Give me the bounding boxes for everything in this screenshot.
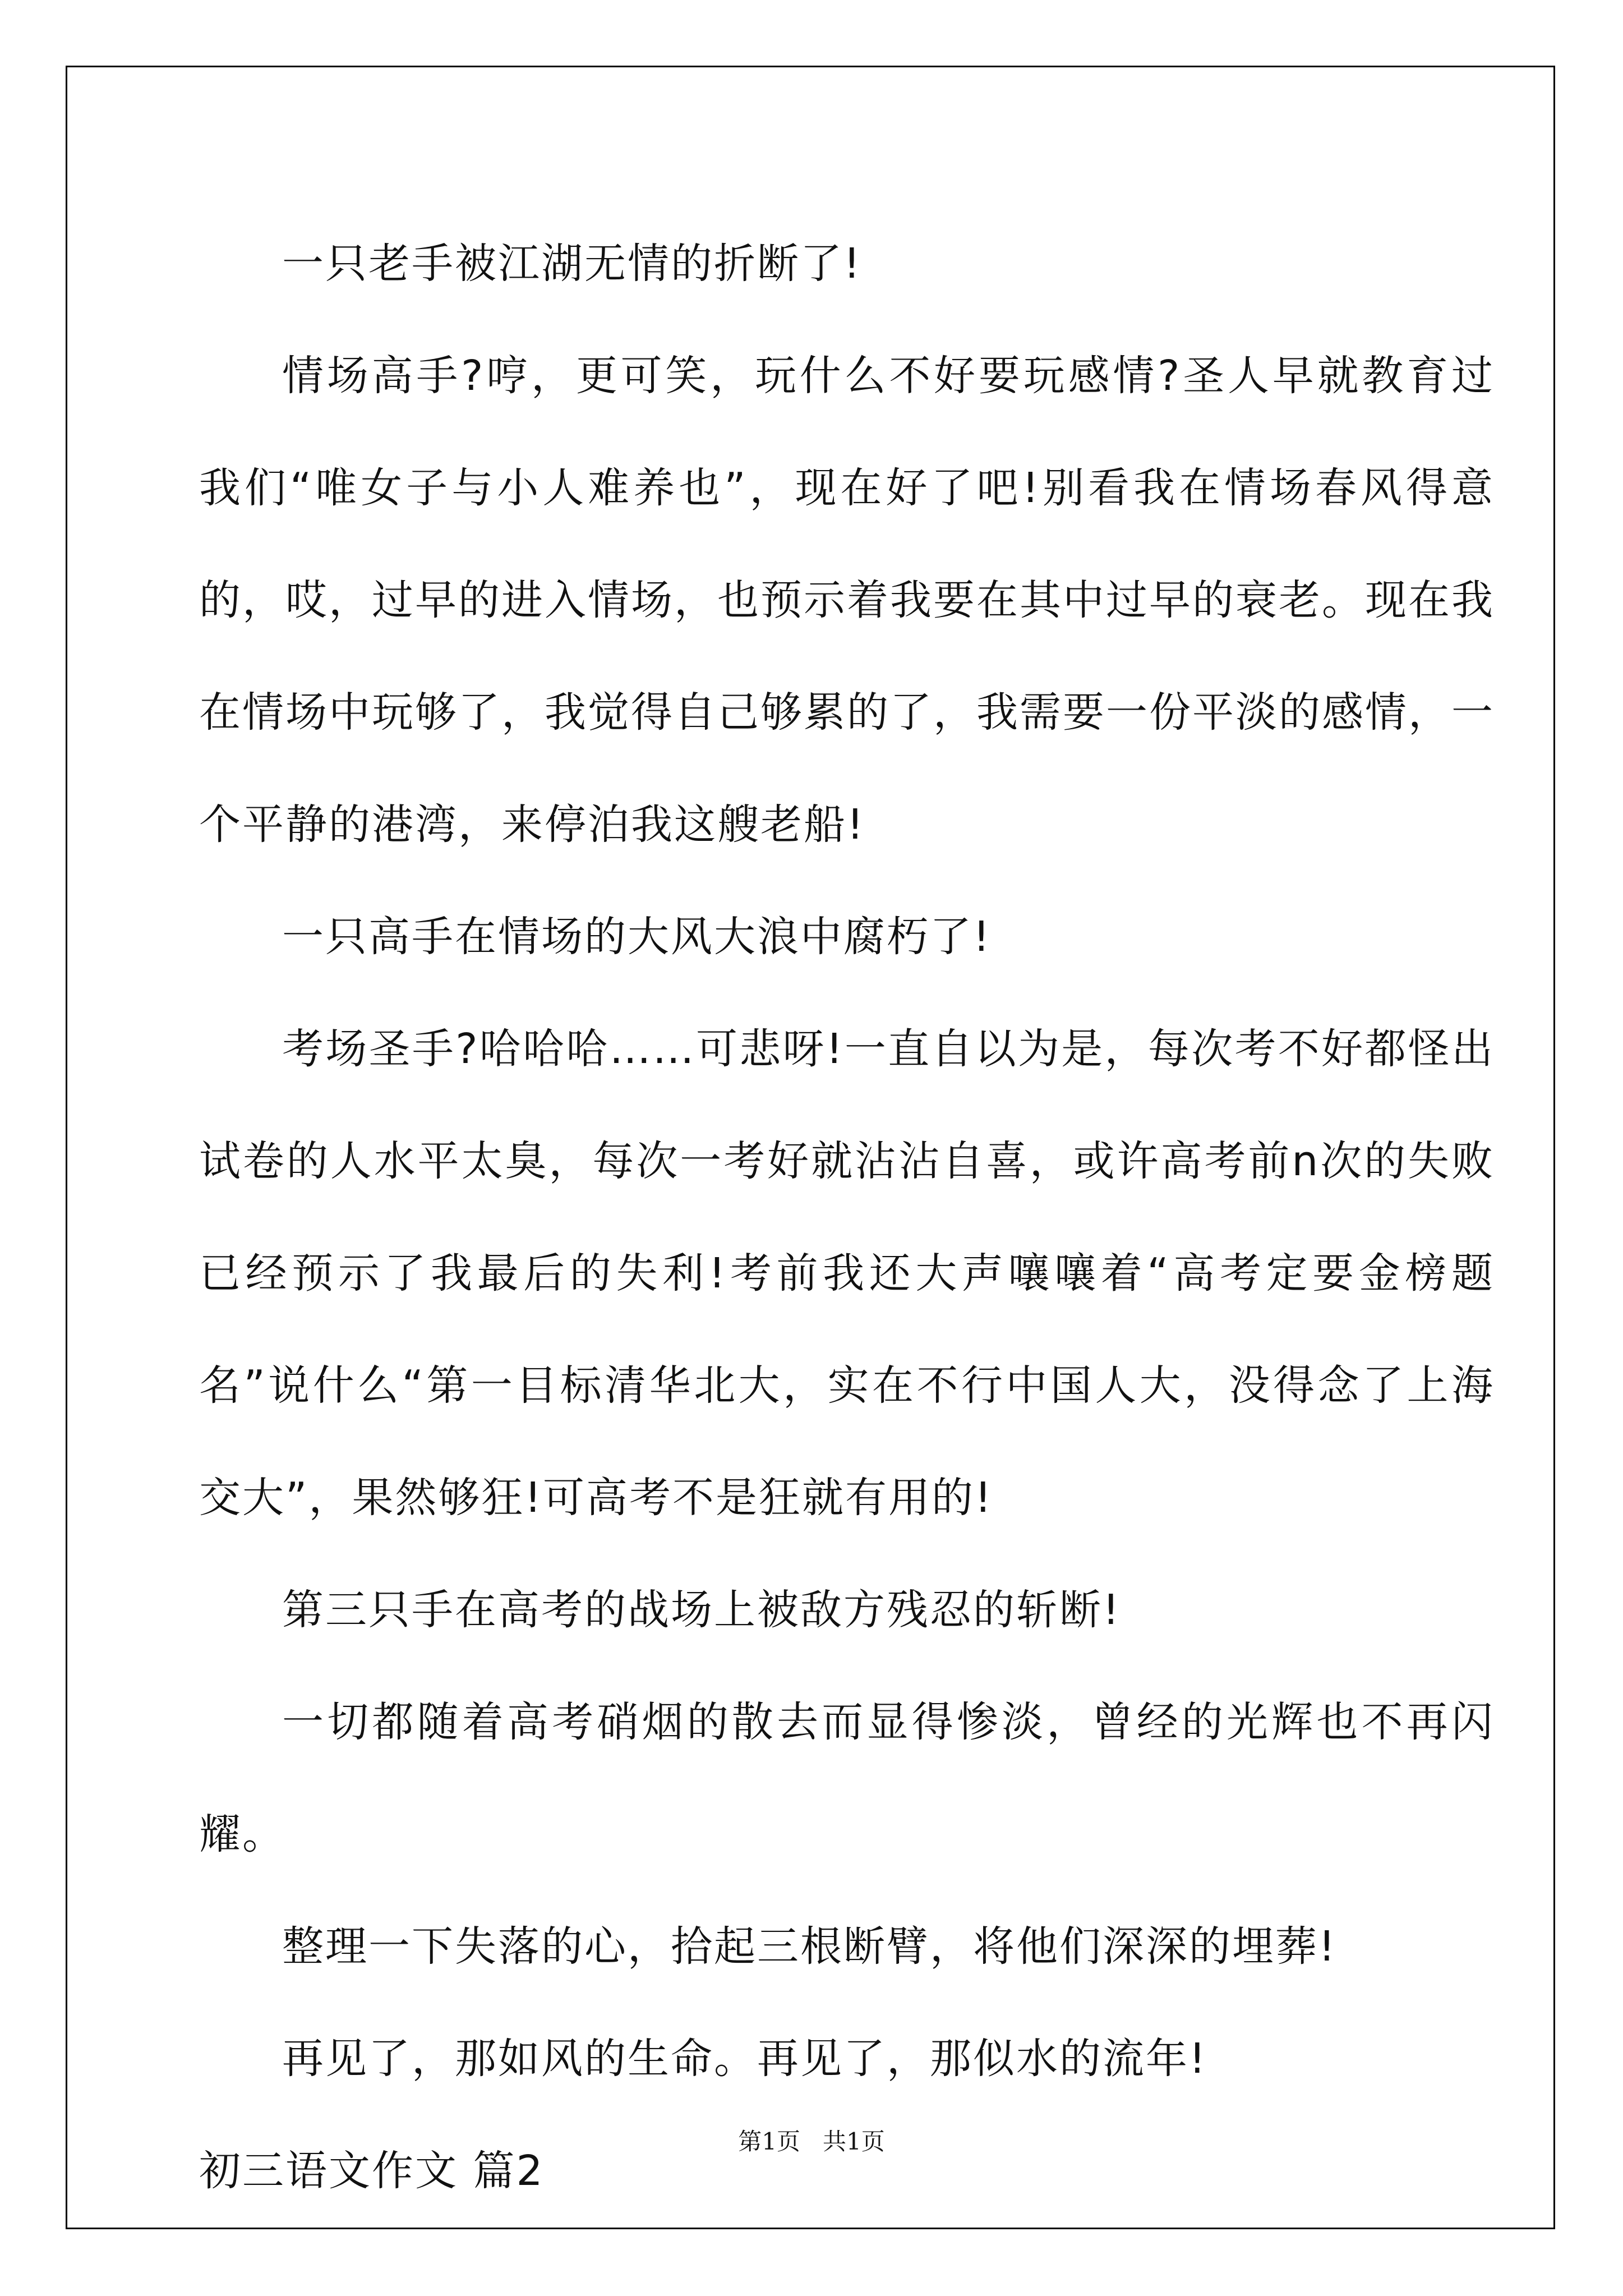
paragraph-8: 再见了，那如风的生命。再见了，那似水的流年! bbox=[282, 2035, 1207, 2083]
paragraph-5: 第三只手在高考的战场上被敌方残忍的斩断! bbox=[282, 1586, 1121, 1634]
page-footer bbox=[0, 2123, 1623, 2157]
document-body bbox=[199, 208, 1495, 2227]
paragraph-6: 一切都随着高考硝烟的散去而显得惨淡，曾经的光辉也不再闪耀。 bbox=[199, 1698, 1495, 1858]
section-heading: 初三语文作文 篇2 bbox=[199, 2147, 545, 2195]
paragraph-4: 考场圣手?哈哈哈……可悲呀!一直自以为是，每次考不好都怪出试卷的人水平太臭，每次一考好就沾沾自喜，或许高考前n次的失败已经预示了我最后的失利!考前我还大声嚷嚷着“高考定要金榜题名”说什么“第一目标清华北大，实在不行中国人大，没得念了上海交大”，果然够狂!可高考不是狂就有用的! bbox=[199, 1025, 1495, 1522]
paragraph-7: 整理一下失落的心，拾起三根断臂，将他们深深的埋葬! bbox=[282, 1922, 1337, 1971]
paragraph-1: 一只老手被江湖无情的折断了! bbox=[282, 240, 862, 288]
page-total: 共1页 bbox=[823, 2128, 885, 2155]
paragraph-2: 情场高手?哼，更可笑，玩什么不好要玩感情?圣人早就教育过我们“唯女子与小人难养也”，现在好了吧!别看我在情场春风得意的，哎，过早的进入情场，也预示着我要在其中过早的衰老。现在我在情场中玩够了，我觉得自己够累的了，我需要一份平淡的感情，一个平静的港湾，来停泊我这艘老船! bbox=[199, 352, 1495, 849]
page-number: 第1页 bbox=[738, 2128, 800, 2155]
paragraph-3: 一只高手在情场的大风大浪中腐朽了! bbox=[282, 913, 992, 961]
